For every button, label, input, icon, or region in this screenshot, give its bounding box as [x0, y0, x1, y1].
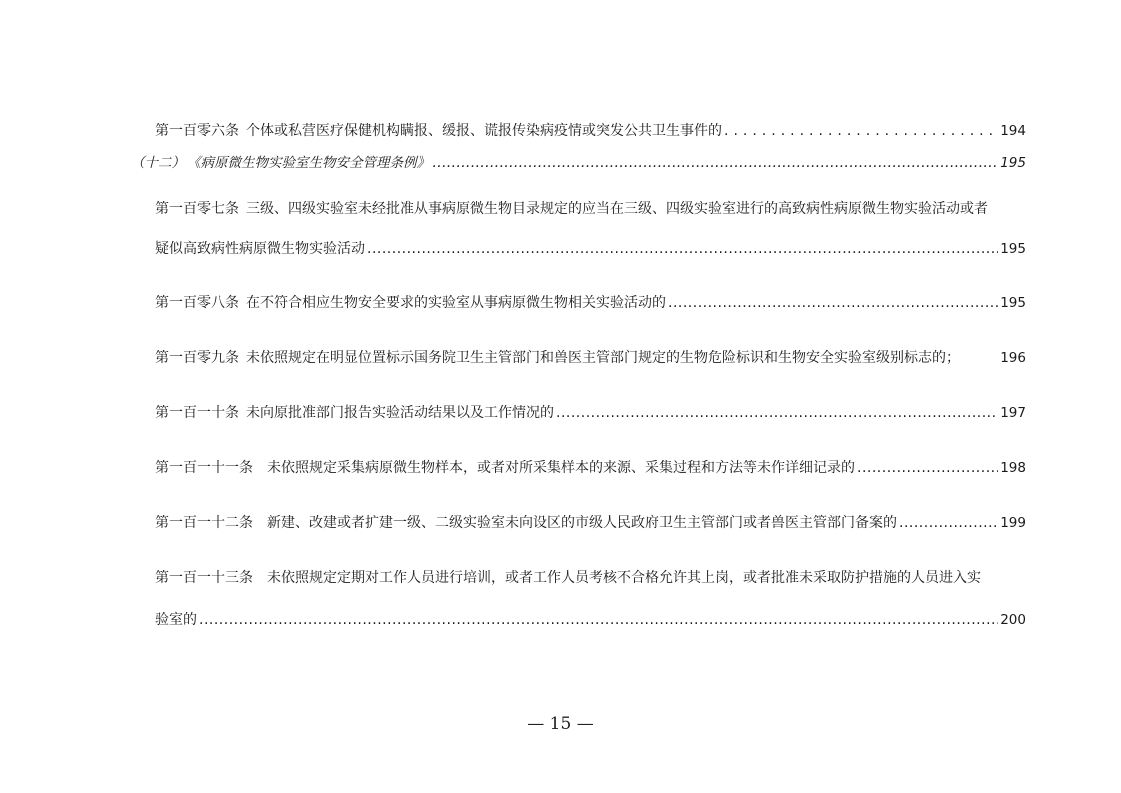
toc-entry[interactable]	[155, 348, 1026, 368]
dot-leader	[199, 610, 998, 630]
toc-entry-title: 在不符合相应生物安全要求的实验室从事病原微生物相关实验活动的	[246, 295, 666, 311]
toc-entry-title: 未向原批准部门报告实验活动结果以及工作情况的	[246, 405, 554, 421]
toc-entry-title-cont: 验室的	[155, 612, 197, 628]
toc-section-heading[interactable]	[131, 153, 1026, 173]
toc-entry-page: 195	[1000, 295, 1026, 311]
toc-entry[interactable]	[155, 293, 1026, 313]
toc-entry-title: 新建、改建或者扩建一级、二级实验室未向设区的市级人民政府卫生主管部门或者兽医主管部门备案的	[267, 515, 897, 531]
toc-entry-title-cont: 疑似高致病性病原微生物实验活动	[155, 241, 365, 257]
toc-section-title: 《病原微生物实验室生物安全管理条例》	[187, 155, 430, 171]
toc-entry-page: 195	[1000, 241, 1026, 257]
toc-entry-label: 第一百一十三条	[155, 570, 253, 586]
dot-leader	[899, 513, 998, 533]
toc-entry[interactable]	[155, 513, 1026, 533]
toc-entry-label: 第一百零六条	[155, 123, 239, 139]
toc-entry[interactable]	[155, 458, 1026, 478]
toc-entry-label: 第一百零九条	[155, 350, 239, 366]
toc-entry[interactable]	[155, 568, 1026, 588]
toc-entry-label: 第一百一十二条	[155, 515, 253, 531]
dot-leader	[724, 121, 998, 141]
toc-entry-title: 个体或私营医疗保健机构瞒报、缓报、谎报传染病疫情或突发公共卫生事件的	[246, 123, 722, 139]
toc-section-label: （十二）	[131, 155, 185, 171]
toc-entry-label: 第一百一十一条	[155, 460, 253, 476]
toc-entry[interactable]	[155, 199, 1026, 219]
toc-entry-label: 第一百零八条	[155, 295, 239, 311]
toc-entry-title: 未依照规定采集病原微生物样本，或者对所采集样本的来源、采集过程和方法等未作详细记录的	[267, 460, 855, 476]
dot-leader	[556, 403, 998, 423]
dot-leader	[432, 153, 998, 173]
toc-entry[interactable]	[155, 403, 1026, 423]
dot-leader	[367, 239, 998, 259]
toc-entry-page: 198	[1000, 460, 1026, 476]
dot-leader	[668, 293, 998, 313]
toc-entry-title: 未依照规定定期对工作人员进行培训，或者工作人员考核不合格允许其上岗，或者批准未采取防护措施的人员进入实	[267, 570, 981, 586]
toc-section-page: 195	[1000, 155, 1026, 171]
toc-entry-page: 199	[1000, 515, 1026, 531]
toc-entry-label: 第一百一十条	[155, 405, 239, 421]
toc-entry-page: 194	[1000, 123, 1026, 139]
toc-entry-continuation[interactable]	[155, 610, 1026, 630]
page-number-footer: — 15 —	[527, 714, 594, 734]
toc-entry-title: 未依照规定在明显位置标示国务院卫生主管部门和兽医主管部门规定的生物危险标识和生物安全实验室级别标志的；	[246, 350, 960, 366]
toc-entry-continuation[interactable]	[155, 239, 1026, 259]
toc-entry-page: 197	[1000, 405, 1026, 421]
dot-leader	[857, 458, 998, 478]
toc-entry-title: 三级、四级实验室未经批准从事病原微生物目录规定的应当在三级、四级实验室进行的高致病性病原微生物实验活动或者	[246, 201, 988, 217]
toc-entry-label: 第一百零七条	[155, 201, 239, 217]
toc-entry-page: 196	[1000, 350, 1026, 366]
toc-entry[interactable]	[155, 121, 1026, 141]
toc-entry-page: 200	[1000, 612, 1026, 628]
